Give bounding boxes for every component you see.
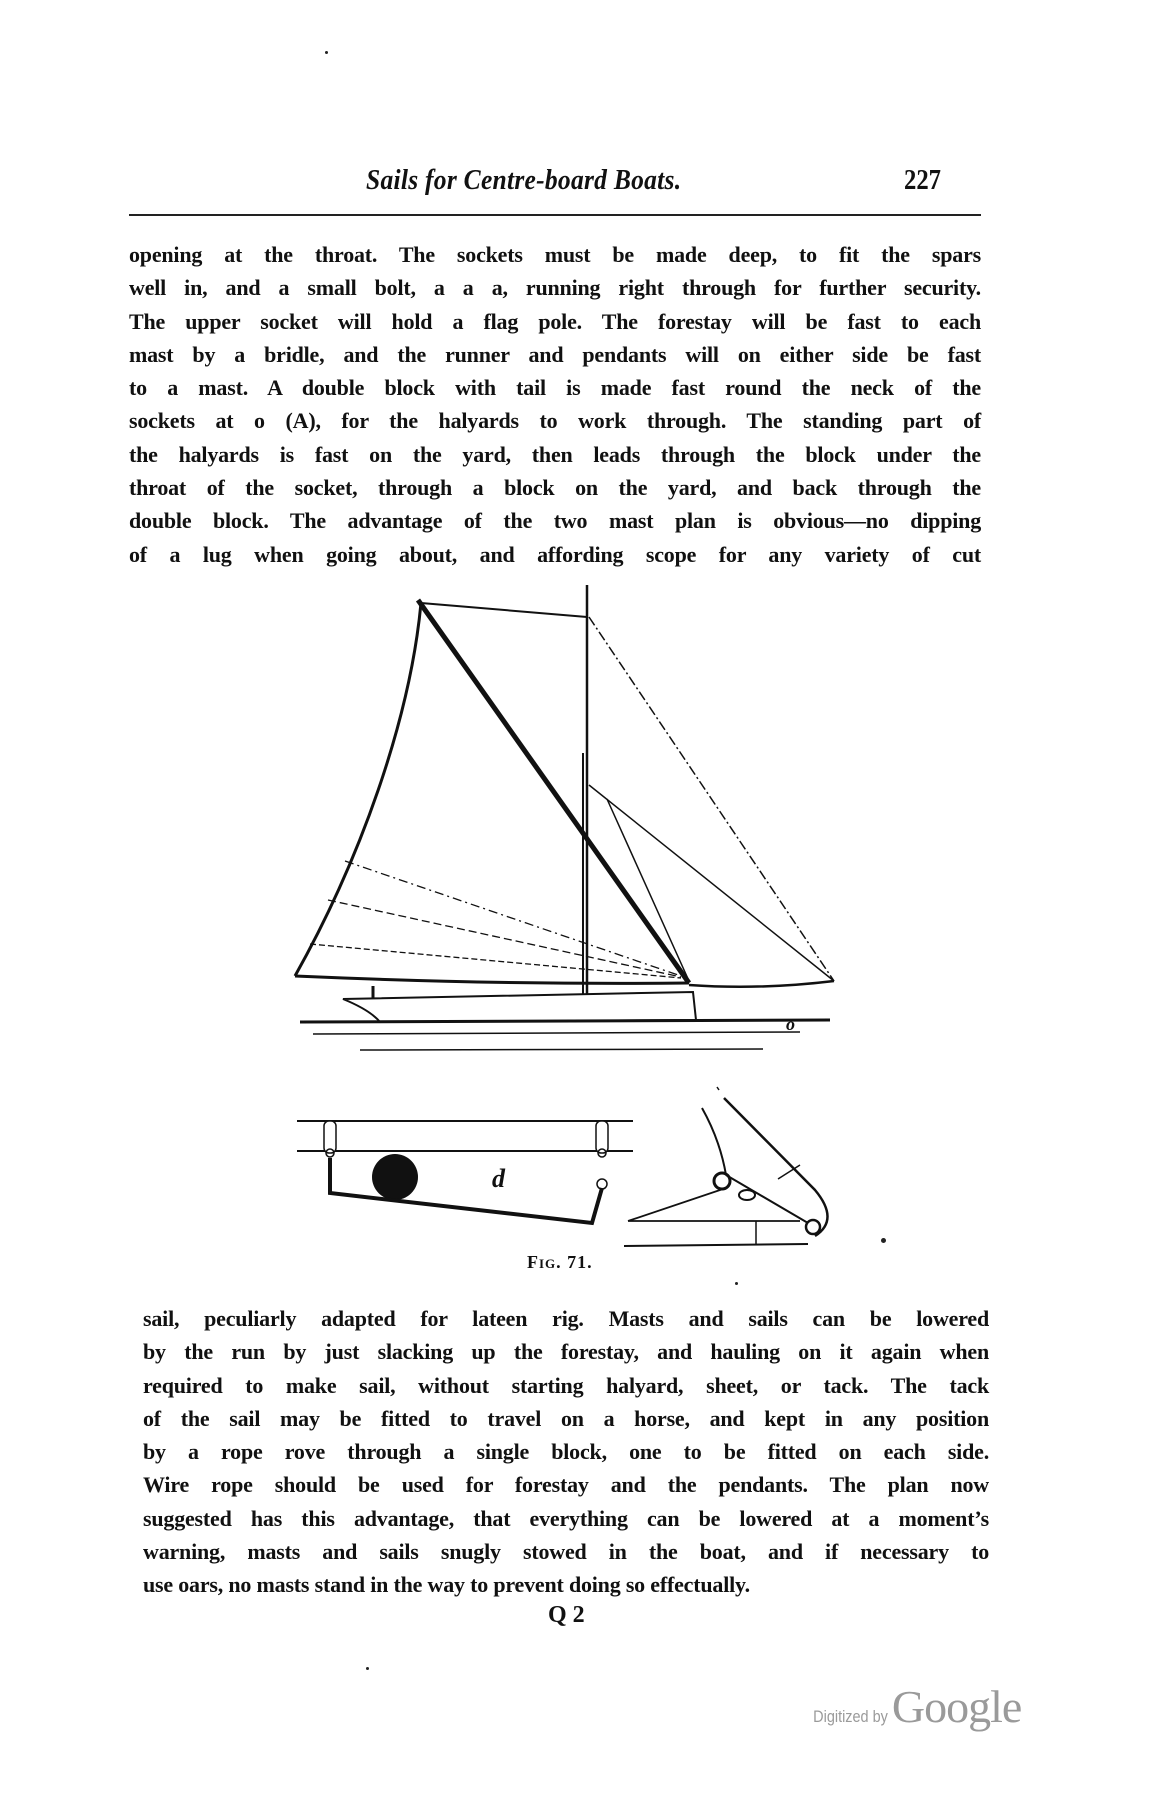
watermark-brand: Google — [891, 1681, 1022, 1732]
paragraph-bottom — [143, 1302, 989, 1602]
leech — [295, 603, 421, 976]
page-number: 227 — [904, 164, 941, 196]
text-line: required to make sail, without starting halyard, sheet, or tack. The tack — [143, 1372, 989, 1398]
text-line: the halyards is fast on the yard, then leads through the block under the — [129, 441, 981, 467]
sail-plan-drawing — [295, 585, 834, 1050]
water-line — [300, 1020, 830, 1022]
reef-line — [310, 944, 681, 978]
speck — [325, 51, 328, 54]
text-line: sail, peculiarly adapted for lateen rig. Masts and sails can be lowered — [143, 1306, 989, 1331]
text-line: warning, masts and sails snugly stowed in the boat, and if necessary to — [143, 1539, 989, 1565]
text-line: sockets at o (A), for the halyards to work through. The standing part of — [129, 408, 981, 434]
text-line: well in, and a small bolt, a a a, running right through for further security. — [129, 275, 981, 301]
water-line — [313, 1032, 800, 1034]
text-line: to a mast. A double block with tail is made fast round the neck of the — [129, 375, 981, 401]
label-d: d — [492, 1164, 505, 1193]
text-line: opening at the throat. The sockets must be made deep, to fit the spars — [129, 242, 981, 267]
water-line — [360, 1049, 763, 1050]
speck — [735, 1282, 738, 1285]
centreboard-detail — [297, 1121, 633, 1223]
forestay — [589, 617, 834, 981]
hull — [343, 992, 696, 1022]
signature-mark: Q 2 — [548, 1602, 585, 1628]
text-line: The upper socket will hold a flag pole. The forestay will be fast to each — [129, 308, 981, 334]
text-line: of a lug when going about, and affording scope for any variety of cut — [129, 541, 981, 567]
running-title: Sails for Centre-board Boats. — [366, 164, 682, 196]
text-line: of the sail may be fitted to travel on a horse, and kept in any position — [143, 1405, 989, 1431]
reef-line — [328, 900, 681, 977]
text-line: by a rope rove through a single block, one to be fitted on each side. — [143, 1439, 989, 1465]
text-line: double block. The advantage of the two mast plan is obvious—no dipping — [129, 508, 981, 534]
boom — [295, 976, 689, 983]
reef-line — [345, 861, 681, 976]
watermark-prefix: Digitized by — [813, 1707, 888, 1726]
gaff-head — [421, 603, 587, 617]
jib-foot — [689, 981, 834, 987]
speck — [366, 1667, 369, 1670]
speck — [881, 1238, 886, 1243]
text-line: throat of the socket, through a block on the yard, and back through the — [129, 475, 981, 501]
text-line: suggested has this advantage, that everything can be lowered at a moment’s — [143, 1505, 989, 1531]
text-line: use oars, no masts stand in the way to prevent doing so effectually. — [143, 1572, 750, 1598]
text-line: Wire rope should be used for forestay and the pendants. The plan now — [143, 1472, 989, 1498]
text-line: by the run by just slacking up the forestay, and hauling on it again when — [143, 1339, 989, 1365]
text-line: mast by a bridle, and the runner and pendants will on either side be fast — [129, 341, 981, 367]
centreboard-pin — [372, 1154, 418, 1200]
yard — [418, 600, 689, 983]
digitized-watermark — [800, 1680, 1021, 1733]
jib-stay — [607, 799, 689, 981]
label-o: o — [786, 1014, 795, 1034]
jib-luff — [589, 785, 834, 981]
figure-caption: Fig. 71. — [527, 1252, 593, 1272]
